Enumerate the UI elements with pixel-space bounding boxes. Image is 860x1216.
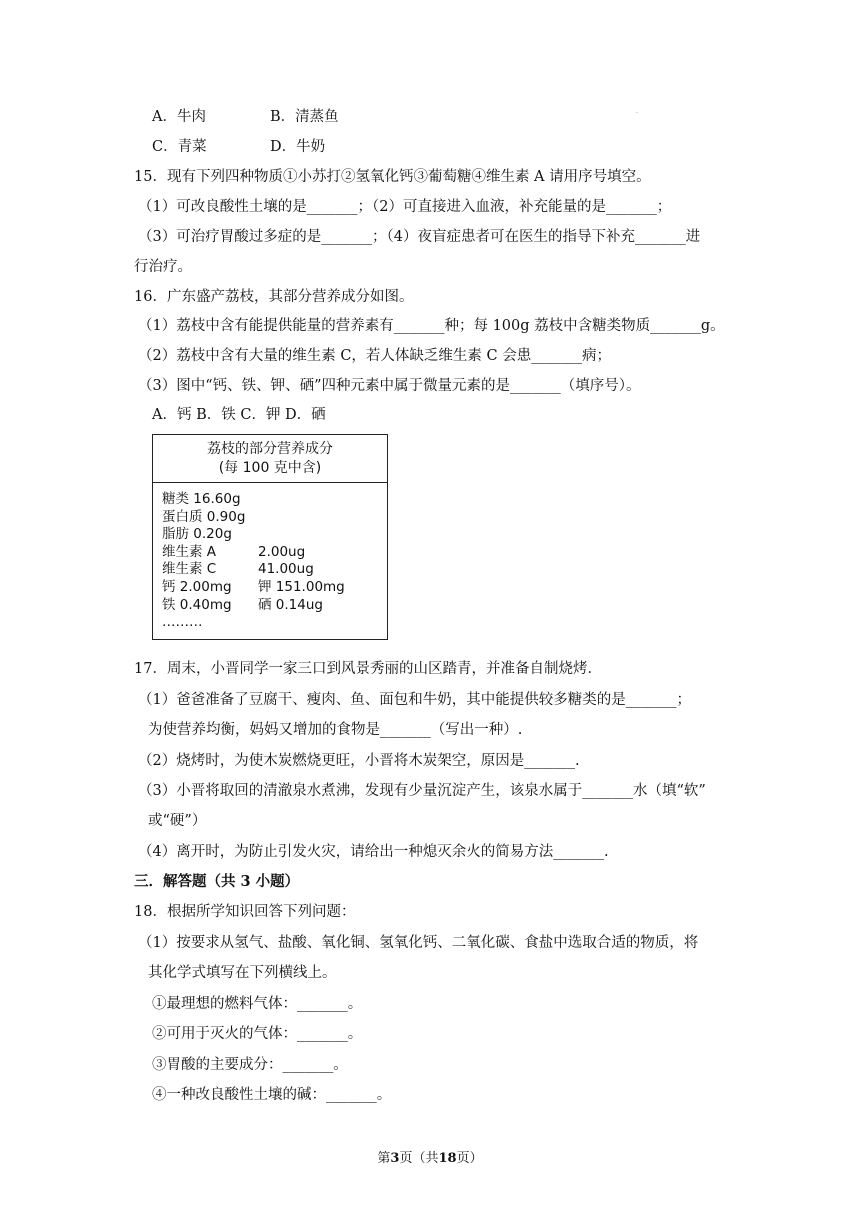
nutrition-row-vitamin-c xyxy=(162,561,387,579)
nutrition-subtitle: (每 100 克中含) xyxy=(218,460,322,476)
q18-line1: （1）按要求从氢气、盐酸、氧化铜、氢氧化钙、二氧化碳、食盐中选取合适的物质，将 xyxy=(138,935,699,951)
q17-line2: （2）烧烤时，为使木炭燃烧更旺，小晋将木炭架空，原因是_______. xyxy=(138,753,580,769)
q17-line1: （1）爸爸准备了豆腐干、瘦肉、鱼、面包和牛奶，其中能提供较多糖类的是_______； xyxy=(138,692,691,708)
q16-options: A．钙 B．铁 C．钾 D．硒 xyxy=(152,407,326,423)
section-3-heading: 三．解答题（共 3 小题） xyxy=(134,873,300,890)
nutrition-row-protein: 蛋白质 0.90g xyxy=(162,508,246,525)
footer-page-number: 3 xyxy=(390,1151,400,1166)
q14-option-b: B．清蒸鱼 xyxy=(270,109,339,125)
stray-dot: · xyxy=(636,110,638,117)
nutrition-selenium: 硒 0.14ug xyxy=(258,596,323,613)
footer-suffix: 页） xyxy=(456,1151,483,1166)
nutrition-header xyxy=(153,435,387,483)
nutrition-iron: 铁 0.40mg xyxy=(162,596,232,613)
nutrition-vitamin-a-label: 维生素 A xyxy=(162,543,217,560)
q14-option-a: A．牛肉 xyxy=(152,109,206,125)
footer-mid: 页（共 xyxy=(399,1151,439,1166)
q18-item2: ②可用于灭火的气体：_______。 xyxy=(152,1026,363,1042)
q15-line1: （1）可改良酸性土壤的是_______；（2）可直接进入血液，补充能量的是_______； xyxy=(138,199,672,215)
q17-line3b: 或“硬”） xyxy=(148,813,207,829)
nutrition-row-sugar: 糖类 16.60g xyxy=(162,491,241,507)
q14-options-row1 xyxy=(152,106,339,128)
q16-line3: （3）图中“钙、铁、钾、硒”四种元素中属于微量元素的是_______（填序号）。 xyxy=(138,378,641,394)
q16-line2: （2）荔枝中含有大量的维生素 C，若人体缺乏维生素 C 会患_______病； xyxy=(138,348,611,364)
page-footer xyxy=(0,1147,860,1166)
q18-item3: ③胃酸的主要成分：_______。 xyxy=(152,1057,348,1073)
nutrition-title: 荔枝的部分营养成分 xyxy=(207,441,333,457)
q18-item4: ④一种改良酸性土壤的碱：_______。 xyxy=(152,1087,392,1103)
q14-option-d: D．牛奶 xyxy=(270,139,326,155)
q14-options-row2 xyxy=(152,136,325,158)
nutrition-row-iron-selenium xyxy=(162,597,387,615)
q15-line2: （3）可治疗胃酸过多症的是_______；（4）夜盲症患者可在医生的指导下补充_______进 xyxy=(138,229,701,245)
nutrition-potassium: 钾 151.00mg xyxy=(258,578,345,595)
nutrition-facts-box xyxy=(152,434,388,640)
q17-line3: （3）小晋将取回的清澈泉水煮沸，发现有少量沉淀产生，该泉水属于_______水（填“软” xyxy=(138,783,706,799)
q15-stem: 15．现有下列四种物质①小苏打②氢氧化钙③葡萄糖④维生素 A 请用序号填空。 xyxy=(134,169,651,185)
q17-line4: （4）离开时，为防止引发火灾，请给出一种熄灭余火的简易方法_______. xyxy=(138,844,609,860)
footer-prefix: 第 xyxy=(377,1151,391,1166)
q14-option-c: C．青菜 xyxy=(152,139,207,155)
q17-stem: 17．周末，小晋同学一家三口到风景秀丽的山区踏青，并准备自制烧烤． xyxy=(134,661,602,677)
q16-stem: 16．广东盛产荔枝，其部分营养成分如图。 xyxy=(134,289,414,305)
nutrition-row-ellipsis: ……… xyxy=(162,614,203,631)
q16-line1: （1）荔枝中含有能提供能量的营养素有_______种；每 100g 荔枝中含糖类物质_______g。 xyxy=(138,318,725,334)
nutrition-list xyxy=(153,483,387,632)
footer-total-pages: 18 xyxy=(438,1151,457,1166)
nutrition-row-fat: 脂肪 0.20g xyxy=(162,526,232,543)
nutrition-vitamin-c-label: 维生素 C xyxy=(162,561,217,578)
nutrition-row-calcium-potassium xyxy=(162,579,387,597)
nutrition-calcium: 钙 2.00mg xyxy=(162,578,232,595)
q18-stem: 18．根据所学知识回答下列问题： xyxy=(134,904,356,920)
q18-item1: ①最理想的燃料气体：_______。 xyxy=(152,996,363,1012)
nutrition-vitamin-c-value: 41.00ug xyxy=(258,561,314,578)
q18-line1b: 其化学式填写在下列横线上。 xyxy=(148,965,337,981)
q15-line3: 行治疗。 xyxy=(134,259,192,275)
nutrition-vitamin-a-value: 2.00ug xyxy=(258,543,306,560)
nutrition-row-vitamin-a xyxy=(162,544,387,562)
q17-line1b: 为使营养均衡，妈妈又增加的食物是_______（写出一种）. xyxy=(148,722,523,738)
